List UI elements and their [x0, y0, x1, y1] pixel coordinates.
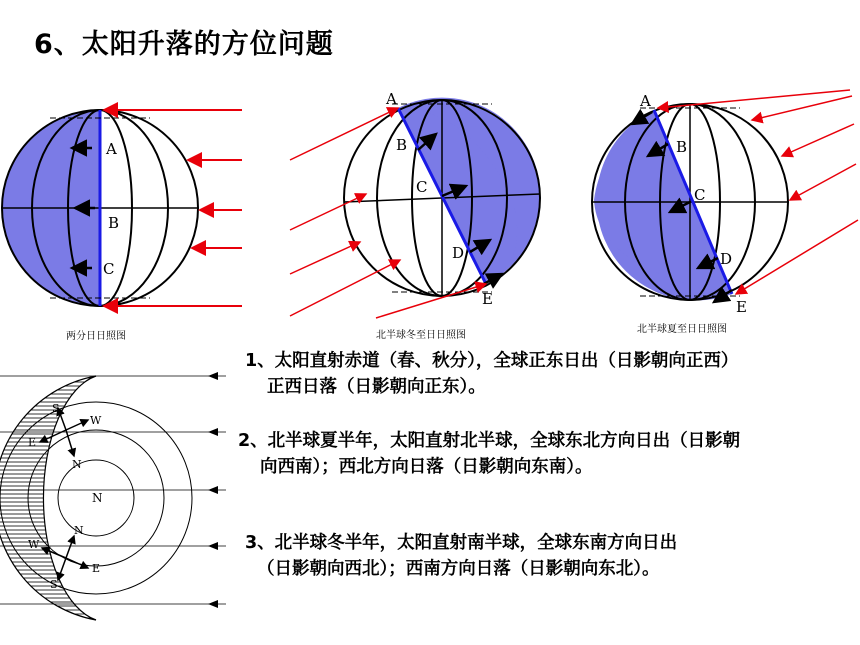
page-title: 6、太阳升落的方位问题: [34, 29, 334, 60]
summer-solstice-globe-diagram: [590, 90, 860, 320]
polar-view-diagram: [0, 372, 240, 622]
equinox-globe-diagram: [0, 90, 250, 330]
bottom-s-label: S: [50, 578, 58, 591]
top-s-label: S: [52, 402, 60, 415]
point-3-text: 3、北半球冬半年，太阳直射南半球，全球东南方向日出 （日影朝向西北）；西南方向日落（日影朝向东北）。: [245, 533, 678, 579]
top-e-label: E: [28, 436, 37, 449]
winter-caption: 北半球冬至日日照图: [376, 330, 466, 341]
pole-n-label: N: [92, 491, 103, 505]
point-c-label: C: [694, 186, 706, 204]
summer-caption: 北半球夏至日日照图: [637, 324, 727, 335]
point-e-label: E: [736, 298, 747, 316]
point-e-label: E: [482, 290, 493, 308]
point-a-label: A: [386, 90, 397, 108]
point-b-label: B: [676, 138, 688, 156]
point-c-label: C: [103, 260, 115, 278]
equinox-caption: 两分日日照图: [66, 331, 126, 342]
bottom-w-label: W: [28, 538, 40, 551]
point-d-label: D: [452, 244, 465, 262]
winter-solstice-globe-diagram: [280, 90, 550, 320]
point-a-label: A: [640, 92, 651, 110]
point-2-text: 2、北半球夏半年，太阳直射北半球，全球东北方向日出（日影朝 向西南）；西北方向日落（日影朝向东南）。: [238, 431, 741, 477]
bottom-n-label: N: [74, 524, 84, 537]
point-d-label: D: [720, 250, 733, 268]
top-n-label: N: [72, 458, 82, 471]
point-c-label: C: [416, 178, 428, 196]
bottom-e-label: E: [92, 562, 101, 575]
point-b-label: B: [396, 136, 408, 154]
point-a-label: A: [106, 140, 117, 158]
point-1-text: 1、太阳直射赤道（春、秋分），全球正东日出（日影朝向正西） 正西日落（日影朝向正东）。: [245, 351, 739, 397]
top-w-label: W: [90, 414, 102, 427]
point-b-label: B: [108, 214, 120, 232]
